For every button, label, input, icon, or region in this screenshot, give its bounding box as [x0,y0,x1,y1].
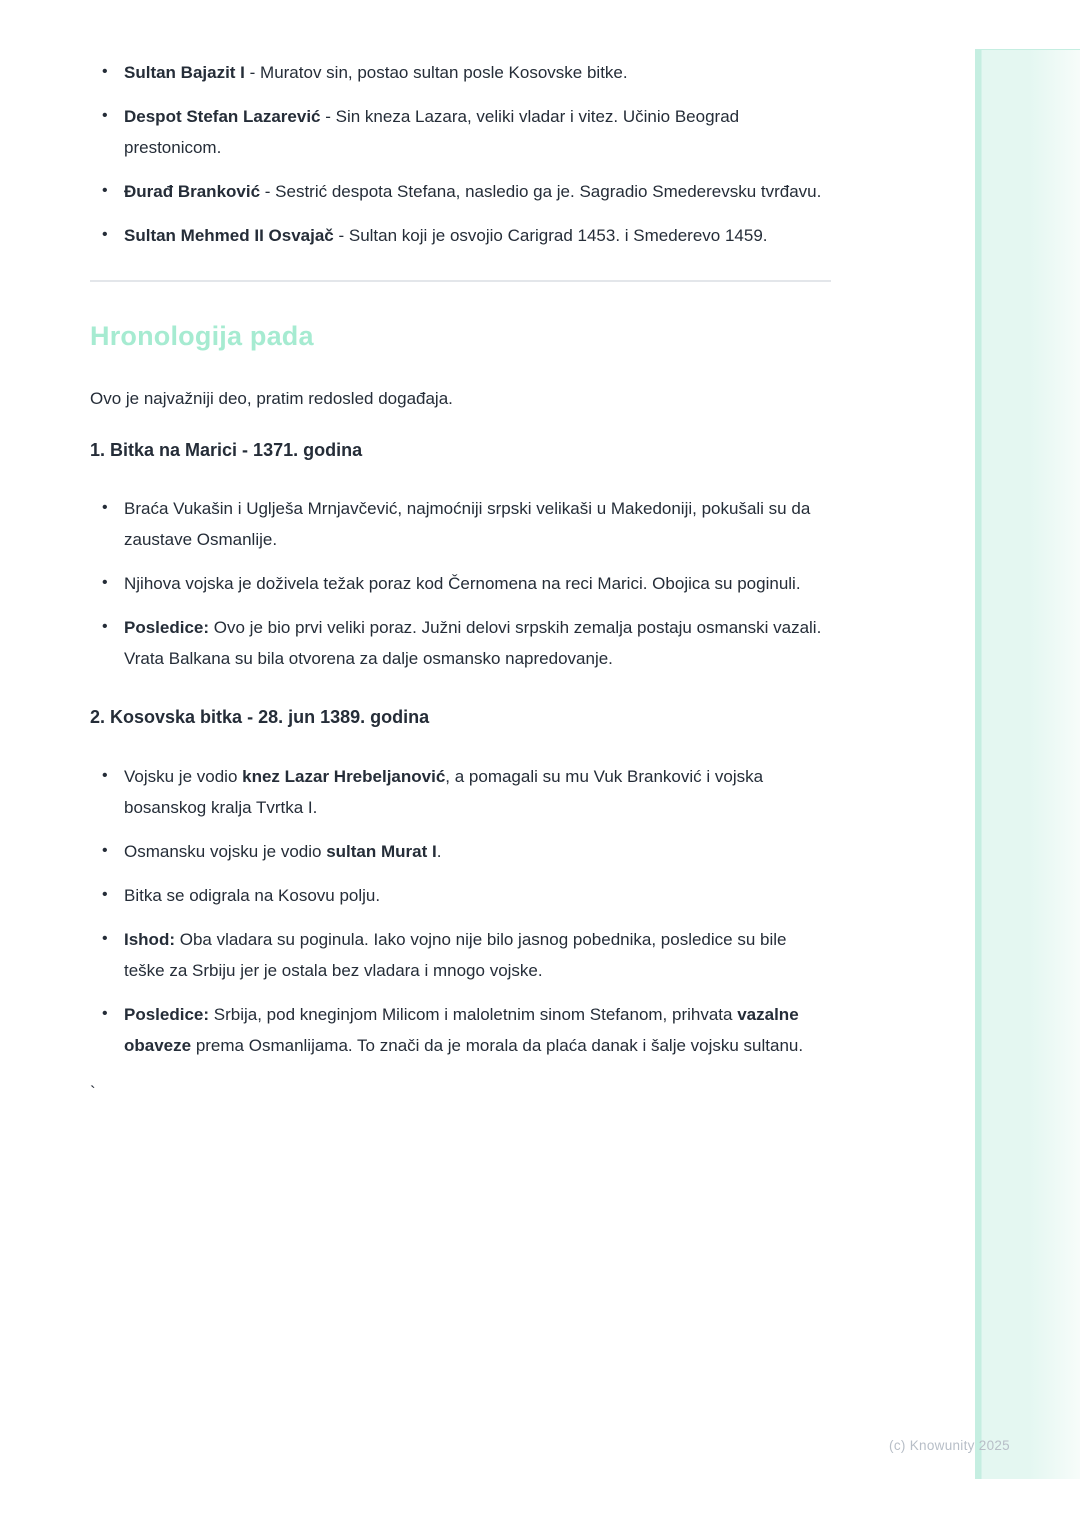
section-heading: Hronologija pada [90,321,314,351]
list-item [90,836,831,867]
bullet-icon: • [102,499,108,516]
bullet-icon: • [102,930,108,947]
subsection-title-kosovo: 2. Kosovska bitka - 28. jun 1389. godina [90,707,430,727]
list-item-text: Posledice: Srbija, pod kneginjom Milicom i maloletnim sinom Stefanom, prihvata vazalne obaveze prema Osmanlijama. To znači da je morala da plaća danak i šalje vojsku sultanu. [124,1005,804,1055]
bullet-icon: • [102,182,108,199]
bullet-icon: • [102,886,108,903]
list-item-text: Osmansku vojsku je vodio sultan Murat I. [124,842,442,861]
list-item-text: Bitka se odigrala na Kosovu polju. [124,886,381,905]
list-item-text: Ishod: Oba vladara su poginula. Iako vojno nije bilo jasnog pobednika, posledice su bile teške za Srbiju jer je ostala bez vladara i mnogo vojske. [124,930,787,980]
subsection-title-marica: 1. Bitka na Marici - 1371. godina [90,440,363,460]
bullet-icon: • [102,226,108,243]
list-item [90,924,831,986]
list-item-text: Đurađ Branković - Sestrić despota Stefana, nasledio ga je. Sagradio Smederevsku tvrđavu. [124,182,822,201]
bullet-icon: • [102,842,108,859]
page-content [90,0,831,1108]
list-item-text: Braća Vukašin i Uglješa Mrnjavčević, najmoćniji srpski velikaši u Makedoniji, pokušali su da zaustave Osmanlije. [124,499,811,549]
list-item [90,880,831,911]
bullet-icon: • [102,1005,108,1022]
kosovo-bullet-list [90,761,831,1061]
marica-bullet-list [90,493,831,674]
section-divider [90,280,831,282]
list-item [90,493,831,555]
bullet-icon: • [102,767,108,784]
list-item-text: Despot Stefan Lazarević - Sin kneza Lazara, veliki vladar i vitez. Učinio Beograd prestonicom. [124,107,740,157]
list-item [90,220,831,251]
list-item-text: Posledice: Ovo je bio prvi veliki poraz. Južni delovi srpskih zemalja postaju osmanski vazali. Vrata Balkana su bila otvorena za dalje osmansko napredovanje. [124,618,822,668]
accent-stripe [975,49,1080,1479]
bullet-icon: • [102,574,108,591]
section-intro-text: Ovo je najvažniji deo, pratim redosled događaja. [90,389,453,408]
list-item [90,999,831,1061]
list-item [90,176,831,207]
list-item [90,568,831,599]
list-item-text: Njihova vojska je doživela težak poraz kod Černomena na reci Marici. Obojica su poginuli. [124,574,801,593]
list-item-text: Sultan Bajazit I - Muratov sin, postao sultan posle Kosovske bitke. [124,63,628,82]
list-item [90,761,831,823]
list-item [90,101,831,163]
bullet-icon: • [102,618,108,635]
bullet-icon: • [102,107,108,124]
list-item-text: Sultan Mehmed II Osvajač - Sultan koji je osvojio Carigrad 1453. i Smederevo 1459. [124,226,768,245]
footer-copyright: (c) Knowunity 2025 [889,1438,1010,1453]
list-item [90,57,831,88]
rulers-list [90,57,831,251]
list-item [90,612,831,674]
stray-backtick: ` [90,1083,96,1102]
bullet-icon: • [102,63,108,80]
list-item-text: Vojsku je vodio knez Lazar Hrebeljanović, a pomagali su mu Vuk Branković i vojska bosanskog kralja Tvrtka I. [124,767,764,817]
